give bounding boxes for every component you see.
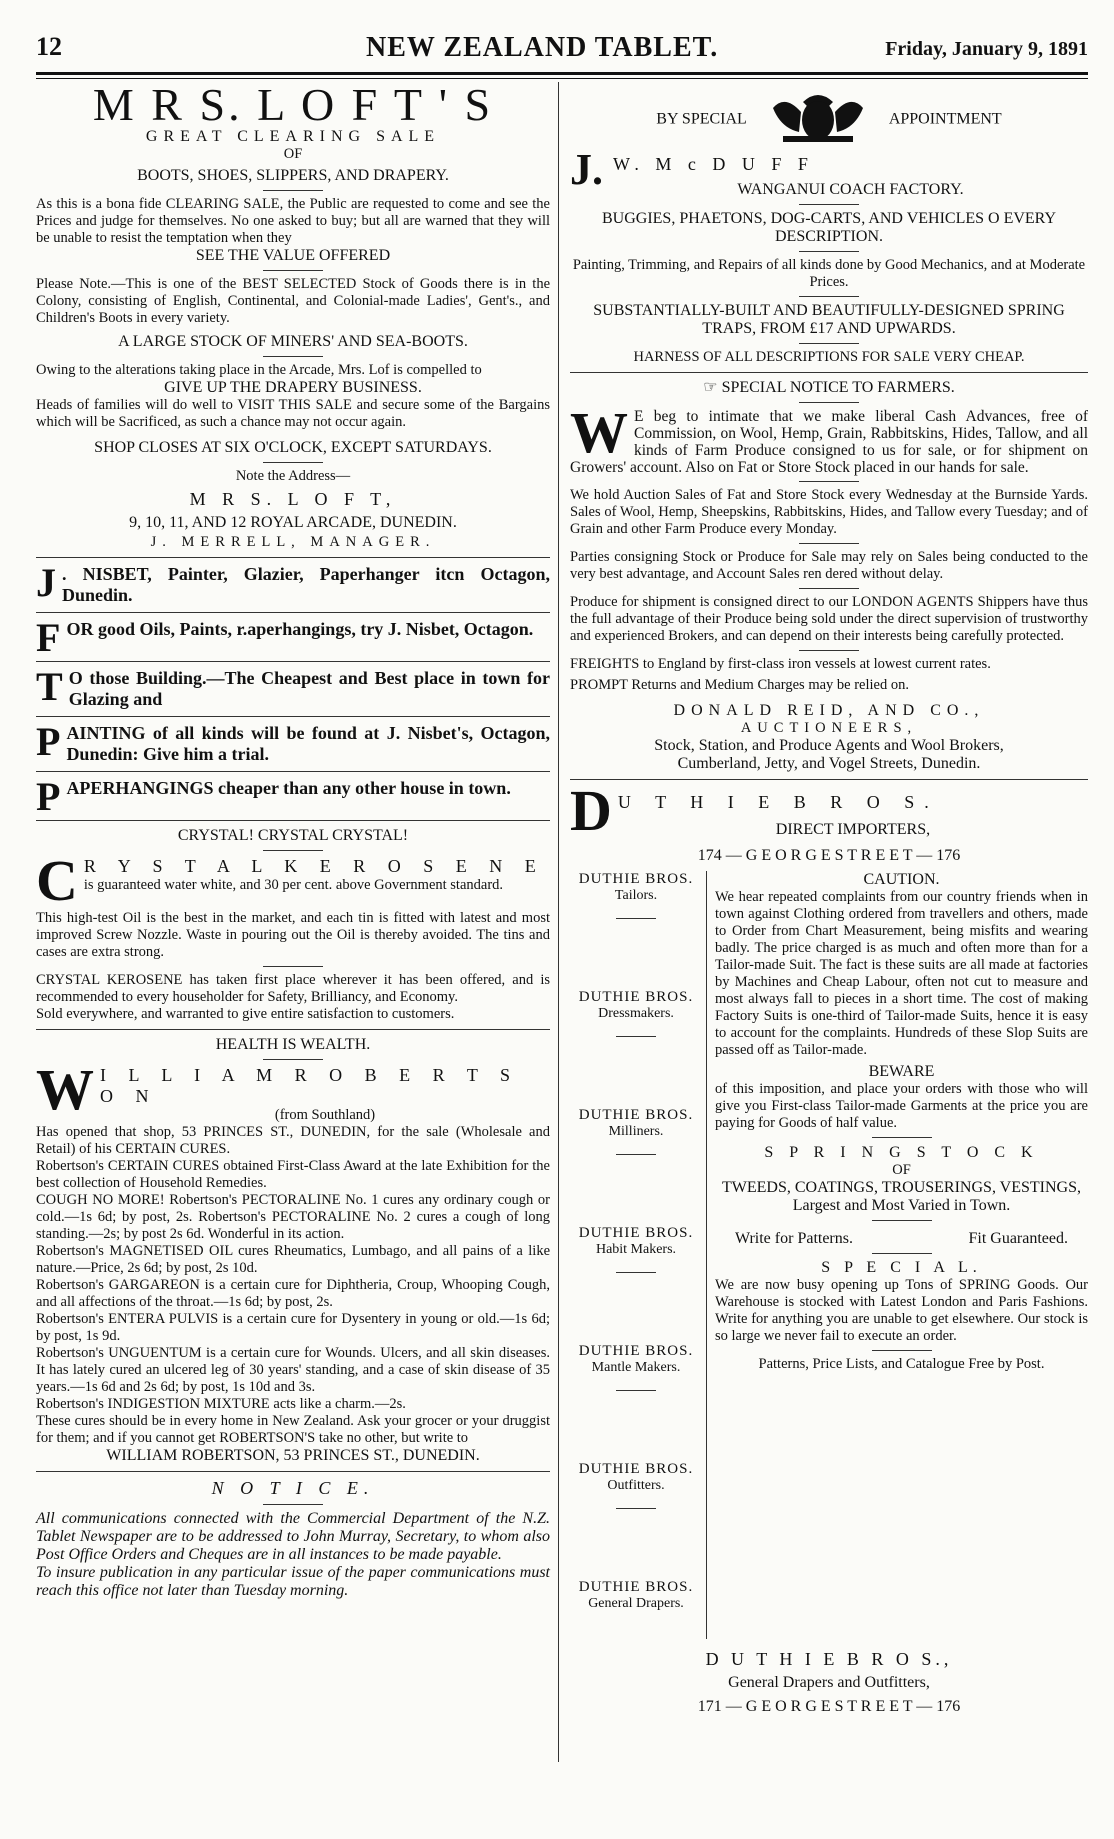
nisbet-ad-5 — [36, 778, 550, 814]
mcduff-appointment: APPOINTMENT — [888, 110, 1002, 128]
loft-name: M R S. L O F T ' S — [92, 79, 494, 130]
dept-4 — [570, 1343, 702, 1461]
mcduff-factory: WANGANUI COACH FACTORY. — [737, 181, 964, 198]
duthie-addr: 174 — G E O R G E S T R E E T — 176 — [697, 847, 961, 864]
drop-cap: P — [36, 778, 61, 814]
farmers-advert — [570, 379, 1088, 773]
dept-trade: Outfitters. — [607, 1478, 665, 1493]
loft-p2: Please Note.—This is one of the BEST SELECTED Stock of Goods there is in the Colony, consisting of English, Continental, and Colonial-made Ladies', Gent's., and Children's Boots in every variety. — [36, 276, 550, 326]
loft-manager: J. MERRELL, MANAGER. — [150, 534, 436, 550]
robertson-p6: Robertson's ENTERA PULVIS is a certain cure for Dysentery in young or old.—1s 6d; by post, 1s 9d. — [36, 1311, 550, 1344]
loft-see: SEE THE VALUE OFFERED — [195, 247, 391, 264]
mcduff-name: W. M c D U F F — [613, 154, 814, 174]
duthie-name: U T H I E B R O S. — [617, 792, 939, 812]
duthie-direct: DIRECT IMPORTERS, — [775, 821, 931, 838]
loft-p1: As this is a bona fide CLEARING SALE, the Public are requested to come and see the Prices and judge for themselves. No one asked to buy; but all are warned that they will be unable to resist the temptation when they — [36, 196, 550, 246]
duthie-tweeds: TWEEDS, COATINGS, TROUSERINGS, VESTINGS, — [722, 1179, 1081, 1196]
duthie-text — [707, 871, 1088, 1639]
robertson-head: HEALTH IS WEALTH. — [215, 1036, 371, 1053]
duthie-caution-text: We hear repeated complaints from our country friends when in town against Clothing ordered from travellers and others, made to Order from Chart Measurement, being misfits and wearing badly. The price charged is as much and often more than for a Tailor-made Suit. The fact is these suits are all made at factories by Machines and Cheap Labour, often not cut to measure and most always fall to pieces in a short time. The cost of making Factory Suits is one-third of Tailor-made Suits, hence it is easy to account for the complaints. Hundreds of these Slop Suits are passed off as Tailor-made. — [715, 889, 1088, 1058]
nisbet-text-4: AINTING of all kinds will be found at J. Nisbet's, Octagon, Dunedin: Give him a trial. — [66, 723, 550, 764]
drop-cap: D — [570, 786, 612, 839]
loft-addr-name: M R S. L O F T, — [189, 489, 397, 509]
farmers-auct: AUCTIONEERS, — [740, 720, 918, 736]
drop-cap: J — [36, 564, 56, 605]
duthie-caution: CAUTION. — [863, 871, 940, 888]
drop-cap: T — [36, 668, 63, 709]
dept-0 — [570, 871, 702, 989]
crystal-advert — [36, 827, 550, 1023]
newspaper-title: NEW ZEALAND TABLET. — [366, 32, 719, 63]
dept-trade: Mantle Makers. — [591, 1360, 681, 1375]
mcduff-painting: Painting, Trimming, and Repairs of all kinds done by Good Mechanics, and at Moderate Prices. — [572, 257, 1086, 290]
farmers-agents: Stock, Station, and Produce Agents and Wool Brokers, — [654, 737, 1004, 754]
masthead — [36, 28, 1088, 74]
loft-large: A LARGE STOCK OF MINERS' AND SEA-BOOTS. — [118, 333, 468, 350]
dept-name: DUTHIE BROS. — [578, 1225, 694, 1241]
farmers-p1: E beg to intimate that we make liberal Cash Advances, free of Commission, on Wool, Hemp, Grain, Rabbitskins, Hides, Tallow, and all kinds of Farm Produce consigned to us for sale, or for shipment on Growers' account. Also on Fat or Store Stock placed in our hands for sale. — [570, 408, 1088, 476]
loft-addr: 9, 10, 11, AND 12 ROYAL ARCADE, DUNEDIN. — [129, 514, 457, 531]
dept-trade: Dressmakers. — [598, 1006, 674, 1021]
duthie-special: S P E C I A L. — [821, 1259, 982, 1276]
robertson-name: I L L I A M R O B E R T S O N — [100, 1065, 520, 1106]
crystal-p2: This high-test Oil is the best in the market, and each tin is fitted with latest and most improved Screw Nozzle. Waste in pouring out the Oil is thereby avoided. The tins and cases are extra strong. — [36, 910, 550, 960]
crystal-head: CRYSTAL! CRYSTAL CRYSTAL! — [177, 827, 409, 844]
dept-name: DUTHIE BROS. — [578, 1579, 694, 1595]
nisbet-ad-2 — [36, 619, 550, 655]
farmers-p2: We hold Auction Sales of Fat and Store Stock every Wednesday at the Burnside Yards. Sales of Wool, Hemp, Sheepskins, Rabbitskins, Hides, and Tallow every Tuesday; and of Grain and other Farm Produce every Monday. — [570, 487, 1088, 537]
loft-advert — [36, 79, 550, 551]
royal-crest-icon — [763, 88, 873, 151]
dept-name: DUTHIE BROS. — [578, 1461, 694, 1477]
farmers-p5: FREIGHTS to England by first-class iron vessels at lowest current rates. — [570, 656, 991, 672]
duthie-advert — [570, 786, 1088, 1716]
duthie-beware-text: of this imposition, and place your orders with those who will give you First-class Tailor-made Garments at the price you are paying for Goods of half value. — [715, 1081, 1088, 1131]
duthie-spring: S P R I N G S T O C K — [764, 1144, 1039, 1161]
duthie-foot-name: D U T H I E B R O S., — [705, 1649, 953, 1669]
left-column — [36, 79, 550, 1600]
mcduff-buggies: BUGGIES, PHAETONS, DOG-CARTS, AND VEHICLES O EVERY DESCRIPTION. — [601, 210, 1057, 245]
nisbet-adverts — [36, 564, 550, 814]
dept-5 — [570, 1461, 702, 1579]
mcduff-special: BY SPECIAL — [656, 110, 747, 128]
duthie-of: OF — [892, 1162, 911, 1178]
nisbet-text-3: O those Building.—The Cheapest and Best place in town for Glazing and — [68, 668, 550, 709]
loft-sub1: GREAT CLEARING SALE — [145, 128, 441, 145]
notice-p2: To insure publication in any particular issue of the paper communications must reach this office not later than Tuesday morning. — [36, 1564, 550, 1599]
robertson-p5: Robertson's GARGAREON is a certain cure for Diphtheria, Croup, Whooping Cough, and all affections of the throat.—1s 6d; by post, 2s. — [36, 1277, 550, 1310]
nisbet-text-1: . NISBET, Painter, Glazier, Paperhanger itcn Octagon, Dunedin. — [62, 564, 550, 605]
dept-name: DUTHIE BROS. — [578, 989, 694, 1005]
duthie-largest: Largest and Most Varied in Town. — [792, 1197, 1011, 1214]
column-divider — [558, 82, 559, 1762]
dept-name: DUTHIE BROS. — [578, 1343, 694, 1359]
crystal-p1: is guaranteed water white, and 30 per cent. above Government standard. — [83, 877, 504, 893]
duthie-body — [570, 871, 1088, 1639]
duthie-foot-gen: General Drapers and Outfitters, — [728, 1674, 930, 1691]
crystal-p4: Sold everywhere, and warranted to give entire satisfaction to customers. — [36, 1006, 455, 1022]
duthie-patterns: Patterns, Price Lists, and Catalogue Free by Post. — [758, 1356, 1045, 1372]
duthie-fit: Fit Guaranteed. — [968, 1230, 1068, 1247]
drop-cap: C — [36, 856, 78, 904]
drop-cap: W — [570, 408, 628, 465]
farmers-p4: Produce for shipment is consigned direct to our LONDON AGENTS Shippers have thus the full advantage of their Produce being sold under the direct supervision of trustworthy and experienced Brokers, and can depend on their interests being carefully protected. — [570, 594, 1088, 644]
farmers-p3: Parties consigning Stock or Produce for Sale may rely on Sales being conducted to the very best advantage, and Account Sales ren dered without delay. — [570, 549, 1088, 582]
dept-trade: General Drapers. — [588, 1596, 684, 1611]
notice-block — [36, 1478, 550, 1600]
duthie-beware: BEWARE — [868, 1063, 935, 1080]
robertson-p9: These cures should be in every home in New Zealand. Ask your grocer or your druggist for them; and if you cannot get ROBERTSON'S take no other, but write to — [36, 1413, 550, 1446]
duthie-departments — [570, 871, 707, 1639]
robertson-addr: WILLIAM ROBERTSON, 53 PRINCES ST., DUNEDIN. — [106, 1447, 480, 1464]
robertson-p1: Has opened that shop, 53 PRINCES ST., DUNEDIN, for the sale (Wholesale and Retail) of his CERTAIN CURES. — [36, 1124, 550, 1157]
dept-2 — [570, 1107, 702, 1225]
mcduff-harness: HARNESS OF ALL DESCRIPTIONS FOR SALE VERY CHEAP. — [633, 349, 1025, 365]
drop-cap: W — [36, 1065, 94, 1122]
drop-cap: P — [36, 723, 61, 764]
nisbet-ad-1 — [36, 564, 550, 606]
robertson-p8: Robertson's INDIGESTION MIXTURE acts like a charm.—2s. — [36, 1396, 406, 1412]
robertson-p7: Robertson's UNGUENTUM is a certain cure for Wounds. Ulcers, and all skin diseases. It has lately cured an ulcered leg of 30 years' standing, and a case of skin disease of 35 years.—1s 6d and 2s 6d; by post, 1s 10d and 3s. — [36, 1345, 550, 1395]
loft-give: GIVE UP THE DRAPERY BUSINESS. — [164, 379, 422, 396]
dept-6 — [570, 1579, 702, 1639]
farmers-p6: PROMPT Returns and Medium Charges may be relied on. — [570, 677, 909, 693]
farmers-head: ☞ SPECIAL NOTICE TO FARMERS. — [703, 379, 955, 396]
loft-p4: Heads of families will do well to VISIT THIS SALE and secure some of the Bargains which will be Sacrificed, as such a chance may not occur again. — [36, 397, 550, 430]
dept-name: DUTHIE BROS. — [578, 871, 694, 887]
dept-3 — [570, 1225, 702, 1343]
loft-shop: SHOP CLOSES AT SIX O'CLOCK, EXCEPT SATURDAYS. — [94, 439, 492, 456]
farmers-streets: Cumberland, Jetty, and Vogel Streets, Dunedin. — [677, 755, 981, 772]
dept-trade: Tailors. — [614, 888, 658, 903]
robertson-from: (from Southland) — [274, 1107, 376, 1123]
nisbet-ad-3 — [36, 668, 550, 710]
nisbet-text-5: APERHANGINGS cheaper than any other house in town. — [66, 778, 511, 798]
robertson-p4: Robertson's MAGNETISED OIL cures Rheumatics, Lumbago, and all pains of a like nature.—Price, 2s 6d; by post, 2s 10d. — [36, 1243, 550, 1276]
farmers-firm: DONALD REID, AND CO., — [673, 702, 985, 719]
mcduff-subst: SUBSTANTIALLY-BUILT AND BEAUTIFULLY-DESIGNED SPRING TRAPS, FROM £17 AND UPWARDS. — [593, 302, 1065, 337]
dept-name: DUTHIE BROS. — [578, 1107, 694, 1123]
robertson-p3: COUGH NO MORE! Robertson's PECTORALINE No. 1 cures any ordinary cough or cold.—1s 6d; by post, 2s. Robertson's PECTORALINE No. 2 cures a cough of long standing.—2s; by post 2s 6d. Wonderful in its action. — [36, 1192, 550, 1242]
dept-trade: Milliners. — [608, 1124, 664, 1139]
duthie-foot-addr: 171 — G E O R G E S T R E E T — 176 — [697, 1698, 961, 1715]
dept-1 — [570, 989, 702, 1107]
right-column — [570, 82, 1088, 1716]
loft-sub3: BOOTS, SHOES, SLIPPERS, AND DRAPERY. — [137, 167, 449, 184]
masthead-rule — [36, 72, 1088, 75]
nisbet-ad-4 — [36, 723, 550, 765]
page-number: 12 — [36, 32, 62, 61]
notice-head: N O T I C E. — [211, 1478, 375, 1498]
duthie-write: Write for Patterns. — [735, 1230, 853, 1247]
mcduff-initial: J. — [570, 148, 603, 194]
nisbet-text-2: OR good Oils, Paints, r.aperhangings, try J. Nisbet, Octagon. — [66, 619, 534, 639]
loft-sub2: OF — [283, 146, 303, 162]
notice-p1: All communications connected with the Commercial Department of the N.Z. Tablet Newspaper are to be addressed to John Murray, Secretary, to whom also Post Office Orders and Cheques are in all instances to be made payable. — [36, 1510, 550, 1563]
duthie-special-text: We are now busy opening up Tons of SPRING Goods. Our Warehouse is stocked with Latest London and Paris Fashions. Write for anything you are unable to get elsewhere. Our stock is so large we never fail to execute an order. — [715, 1277, 1088, 1344]
loft-p3: Owing to the alterations taking place in the Arcade, Mrs. Lof is compelled to — [36, 362, 482, 378]
drop-cap: F — [36, 619, 61, 655]
issue-date: Friday, January 9, 1891 — [885, 38, 1088, 60]
robertson-advert — [36, 1036, 550, 1465]
crystal-name: R Y S T A L K E R O S E N E — [83, 856, 545, 876]
robertson-p2: Robertson's CERTAIN CURES obtained First-Class Award at the late Exhibition for the best collection of Household Remedies. — [36, 1158, 550, 1191]
dept-trade: Habit Makers. — [595, 1242, 677, 1257]
crystal-p3: CRYSTAL KEROSENE has taken first place wherever it has been offered, and is recommended to every householder for Safety, Brilliancy, and Economy. — [36, 972, 550, 1005]
mcduff-advert — [570, 88, 1088, 366]
loft-note: Note the Address— — [235, 468, 351, 484]
